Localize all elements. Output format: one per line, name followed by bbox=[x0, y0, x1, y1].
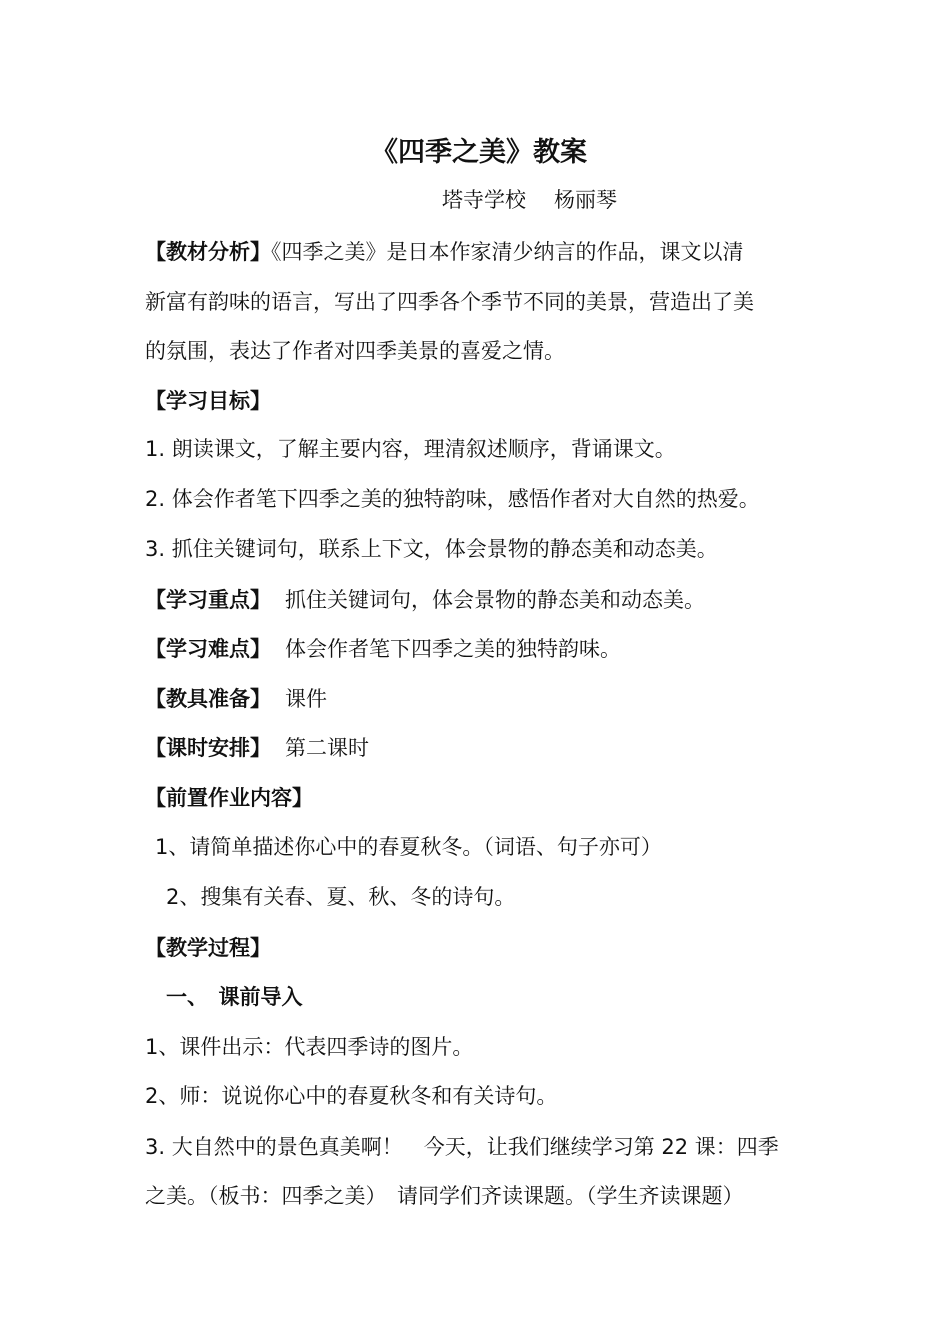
author-line bbox=[442, 186, 617, 214]
process-step-3-cont: 之美。（板书：四季之美） 请同学们齐读课题。（学生齐读课题） bbox=[145, 1184, 744, 1208]
document-title: 《四季之美》教案 bbox=[371, 137, 587, 168]
pre-homework-heading: 【前置作业内容】 bbox=[145, 786, 313, 810]
difficulty-heading: 【学习难点】 bbox=[145, 637, 271, 661]
pre-homework-item-1: 1、请简单描述你心中的春夏秋冬。（词语、句子亦可） bbox=[155, 835, 662, 859]
analysis-line-3: 的氛围，表达了作者对四季美景的喜爱之情。 bbox=[145, 339, 565, 363]
process-step-3: 3. 大自然中的景色真美啊！ 今天，让我们继续学习第 22 课：四季 bbox=[145, 1135, 779, 1159]
materials-line bbox=[145, 685, 815, 713]
difficulty-line bbox=[145, 635, 815, 663]
schedule-text: 第二课时 bbox=[285, 736, 369, 760]
process-step-2: 2、师：说说你心中的春夏秋冬和有关诗句。 bbox=[145, 1084, 558, 1108]
analysis-line-1 bbox=[145, 238, 815, 266]
process-heading: 【教学过程】 bbox=[145, 936, 271, 960]
author-name: 杨丽琴 bbox=[554, 188, 617, 212]
goal-item-2: 2. 体会作者笔下四季之美的独特韵味，感悟作者对大自然的热爱。 bbox=[145, 487, 760, 511]
materials-text: 课件 bbox=[285, 687, 327, 711]
process-section-1: 一、 课前导入 bbox=[166, 985, 303, 1009]
process-step-1: 1、课件出示：代表四季诗的图片。 bbox=[145, 1035, 474, 1059]
schedule-heading: 【课时安排】 bbox=[145, 736, 271, 760]
analysis-heading: 【教材分析】 bbox=[145, 240, 271, 264]
materials-heading: 【教具准备】 bbox=[145, 687, 271, 711]
analysis-text-1: 《四季之美》是日本作家清少纳言的作品，课文以清 bbox=[271, 240, 744, 264]
key-point-line bbox=[145, 586, 815, 614]
analysis-line-2: 新富有韵味的语言，写出了四季各个季节不同的美景，营造出了美 bbox=[145, 290, 754, 314]
pre-homework-item-2: 2、搜集有关春、夏、秋、冬的诗句。 bbox=[166, 885, 516, 909]
schedule-line bbox=[145, 734, 815, 762]
key-point-text: 抓住关键词句，体会景物的静态美和动态美。 bbox=[285, 588, 705, 612]
author-school: 塔寺学校 bbox=[442, 188, 526, 212]
goals-heading: 【学习目标】 bbox=[145, 389, 271, 413]
goal-item-3: 3. 抓住关键词句，联系上下文，体会景物的静态美和动态美。 bbox=[145, 537, 718, 561]
difficulty-text: 体会作者笔下四季之美的独特韵味。 bbox=[285, 637, 621, 661]
key-point-heading: 【学习重点】 bbox=[145, 588, 271, 612]
goal-item-1: 1. 朗读课文，了解主要内容，理清叙述顺序，背诵课文。 bbox=[145, 437, 676, 461]
